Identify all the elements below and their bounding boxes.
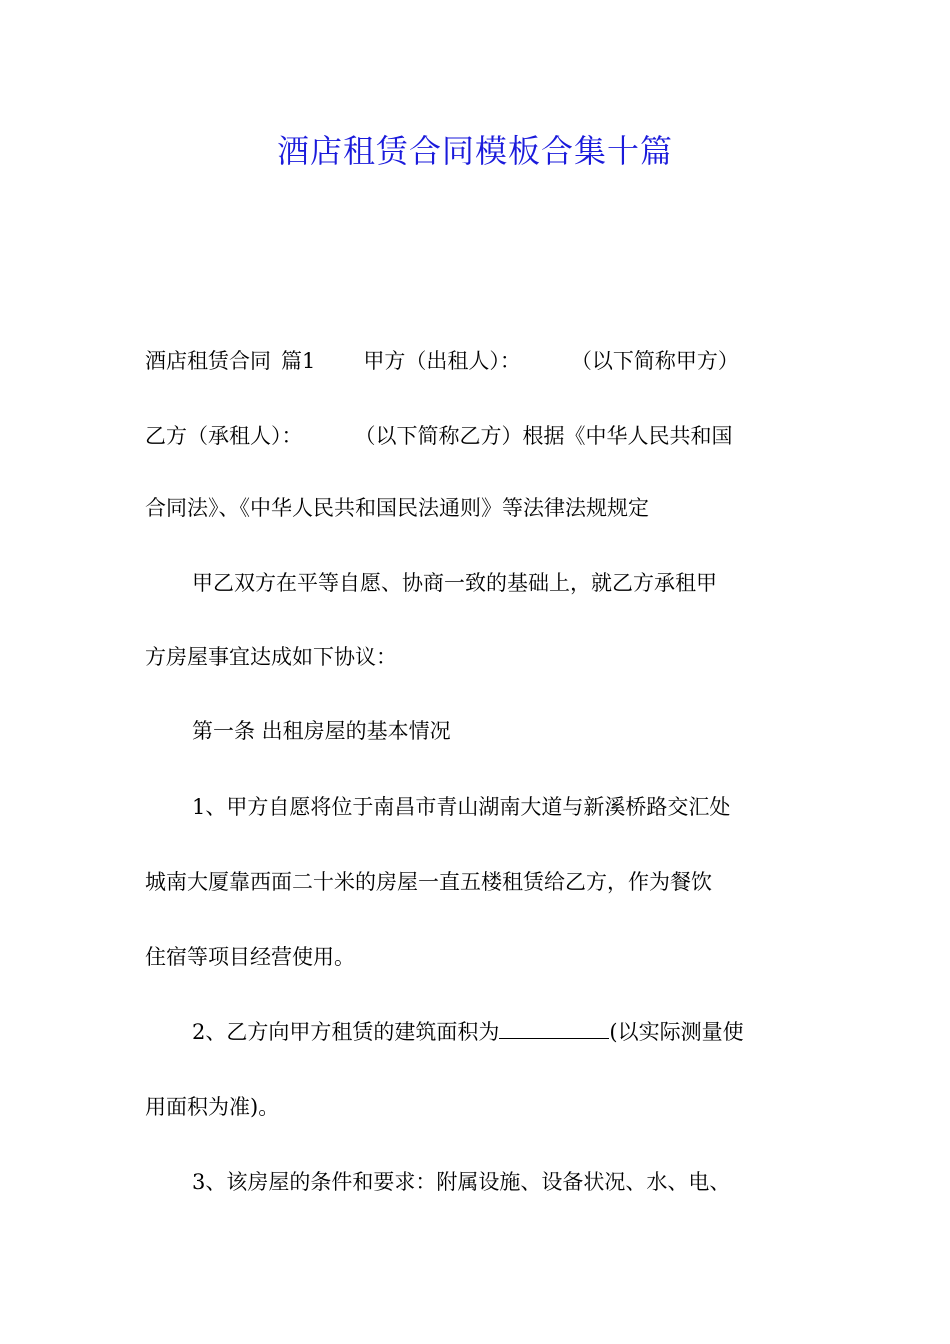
paragraph-line: 住宿等项目经营使用。 — [145, 945, 355, 969]
area-blank-field — [499, 1018, 609, 1039]
paragraph-line: 方房屋事宜达成如下协议： — [145, 645, 397, 669]
paragraph-line: 用面积为准)。 — [145, 1095, 280, 1119]
contract-name: 酒店租赁合同 — [145, 349, 271, 373]
area-clause-text: 2、乙方向甲方租赁的建筑面积为 — [192, 1020, 500, 1044]
chapter-label: 篇1 — [281, 349, 316, 373]
document-title: 酒店租赁合同模板合集十篇 — [276, 132, 673, 170]
paragraph-line — [192, 1012, 872, 1052]
paragraph-line: 甲乙双方在平等自愿、协商一致的基础上，就乙方承租甲 — [192, 571, 717, 595]
area-clause-note: (以实际测量使 — [609, 1020, 744, 1044]
section-heading: 第一条 出租房屋的基本情况 — [192, 719, 451, 743]
party-b-abbrev: （以下简称乙方）根据《中华人民共和国 — [354, 424, 733, 448]
paragraph-line — [145, 416, 825, 456]
paragraph-line: 合同法》、《中华人民共和国民法通则》等法律法规规定 — [145, 496, 649, 520]
party-a-abbrev: （以下简称甲方） — [570, 349, 739, 373]
party-a-label: 甲方（出租人）： — [363, 349, 521, 373]
paragraph-line: 城南大厦靠西面二十米的房屋一直五楼租赁给乙方，作为餐饮 — [145, 870, 712, 894]
party-b-label: 乙方（承租人）： — [145, 424, 303, 448]
paragraph-line — [145, 341, 825, 381]
paragraph-line: 3、该房屋的条件和要求：附属设施、设备状况、水、电、 — [192, 1170, 731, 1194]
paragraph-line: 1、甲方自愿将位于南昌市青山湖南大道与新溪桥路交汇处 — [192, 795, 731, 819]
